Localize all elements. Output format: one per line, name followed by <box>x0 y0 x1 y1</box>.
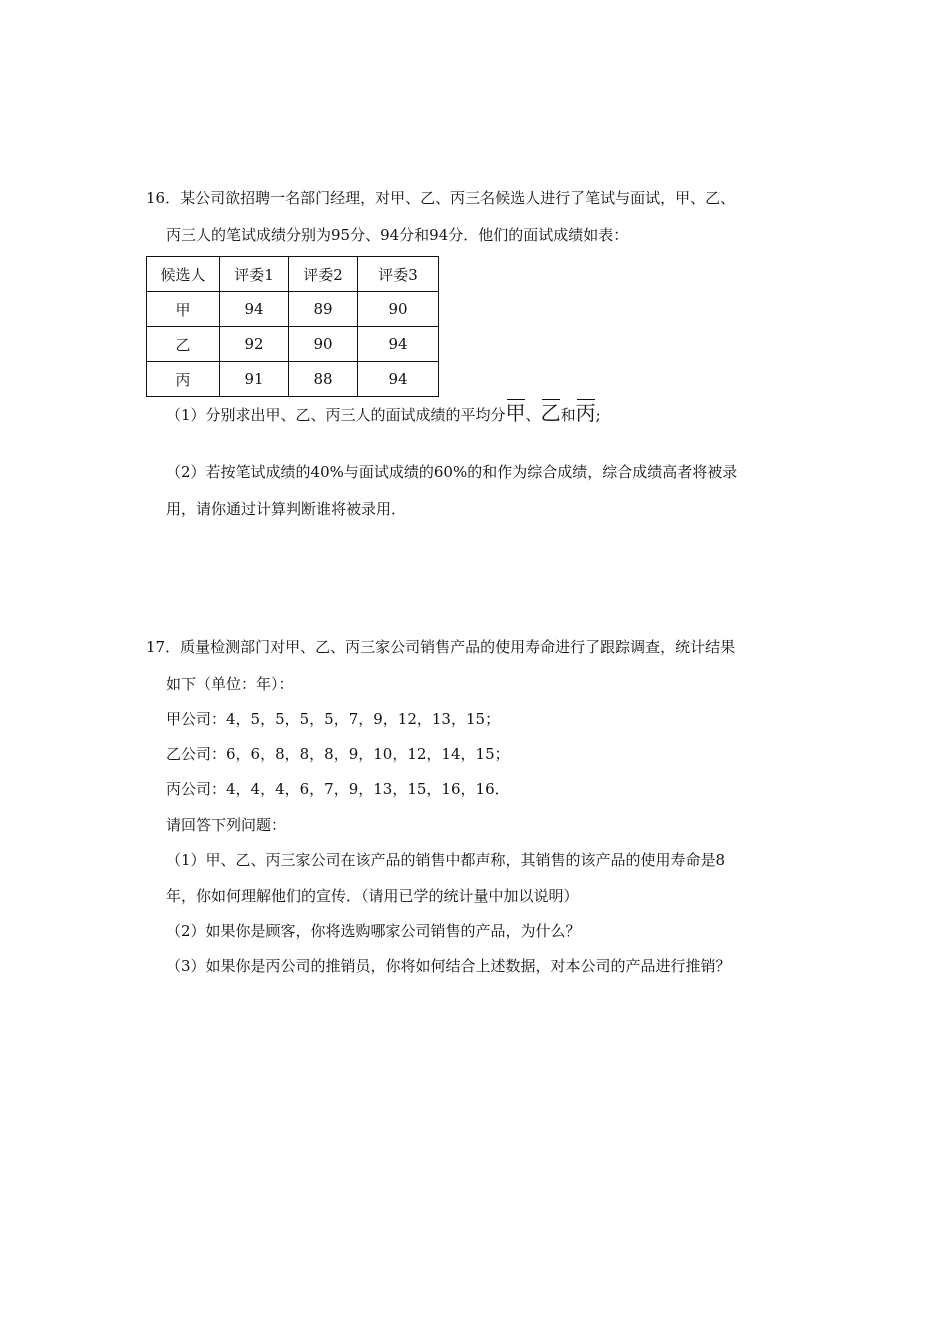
table-header-row <box>147 257 439 292</box>
interview-score-table <box>146 256 439 397</box>
table-cell: 乙 <box>147 327 220 362</box>
q17-line1: 17．质量检测部门对甲、乙、丙三家公司销售产品的使用寿命进行了跟踪调查，统计结果 <box>146 638 736 656</box>
q17-part1-line2: 年，你如何理解他们的宣传．（请用已学的统计量中加以说明） <box>166 887 579 905</box>
q16-part1-prefix: （1）分别求出甲、乙、丙三人的面试成绩的平均分 <box>166 406 506 424</box>
mean-yi-symbol: 乙 <box>540 401 561 425</box>
q16-part1-end: ; <box>595 406 601 424</box>
table-cell: 91 <box>220 362 289 397</box>
table-cell: 94 <box>358 327 439 362</box>
q16-part2-line2: 用，请你通过计算判断谁将被录用． <box>166 500 407 518</box>
q17-line2: 如下（单位：年）： <box>166 675 294 693</box>
table-cell: 89 <box>289 292 358 327</box>
mean-bing-symbol: 丙 <box>575 401 596 425</box>
table-cell: 丙 <box>147 362 220 397</box>
q16-part1-sep2: 和 <box>560 406 576 424</box>
q16-part1-sep1: 、 <box>525 406 541 424</box>
table-cell: 90 <box>289 327 358 362</box>
table-cell: 甲 <box>147 292 220 327</box>
table-cell: 92 <box>220 327 289 362</box>
table-row <box>147 362 439 397</box>
q17-part3: （3）如果你是丙公司的推销员，你将如何结合上述数据，对本公司的产品进行推销？ <box>166 957 731 975</box>
q16-part1 <box>166 403 601 425</box>
table-row <box>147 327 439 362</box>
header-judge-2: 评委2 <box>289 257 358 292</box>
q17-data-jia: 甲公司：4，5，5，5，5，7，9，12，13，15； <box>166 710 501 728</box>
q17-data-bing: 丙公司：4，4，4，6，7，9，13，15，16，16． <box>166 780 510 798</box>
table-row <box>147 292 439 327</box>
q17-data-yi: 乙公司：6，6，8，8，8，9，10，12，14，15； <box>166 745 510 763</box>
q16-part2-line1: （2）若按笔试成绩的40%与面试成绩的60%的和作为综合成绩，综合成绩高者将被录 <box>166 463 738 481</box>
table-cell: 94 <box>220 292 289 327</box>
q16-line1: 16．某公司欲招聘一名部门经理，对甲、乙、丙三名候选人进行了笔试与面试，甲、乙、 <box>146 189 736 207</box>
q17-part2: （2）如果你是顾客，你将选购哪家公司销售的产品，为什么？ <box>166 922 581 940</box>
header-judge-3: 评委3 <box>358 257 439 292</box>
header-judge-1: 评委1 <box>220 257 289 292</box>
q16-line2: 丙三人的笔试成绩分别为95分、94分和94分．他们的面试成绩如表： <box>166 226 629 244</box>
table-cell: 90 <box>358 292 439 327</box>
q17-ask: 请回答下列问题： <box>166 816 287 834</box>
header-candidate: 候选人 <box>147 257 220 292</box>
q17-part1-line1: （1）甲、乙、丙三家公司在该产品的销售中都声称，其销售的该产品的使用寿命是8 <box>166 851 726 869</box>
table-cell: 94 <box>358 362 439 397</box>
table-cell: 88 <box>289 362 358 397</box>
mean-jia-symbol: 甲 <box>505 401 526 425</box>
